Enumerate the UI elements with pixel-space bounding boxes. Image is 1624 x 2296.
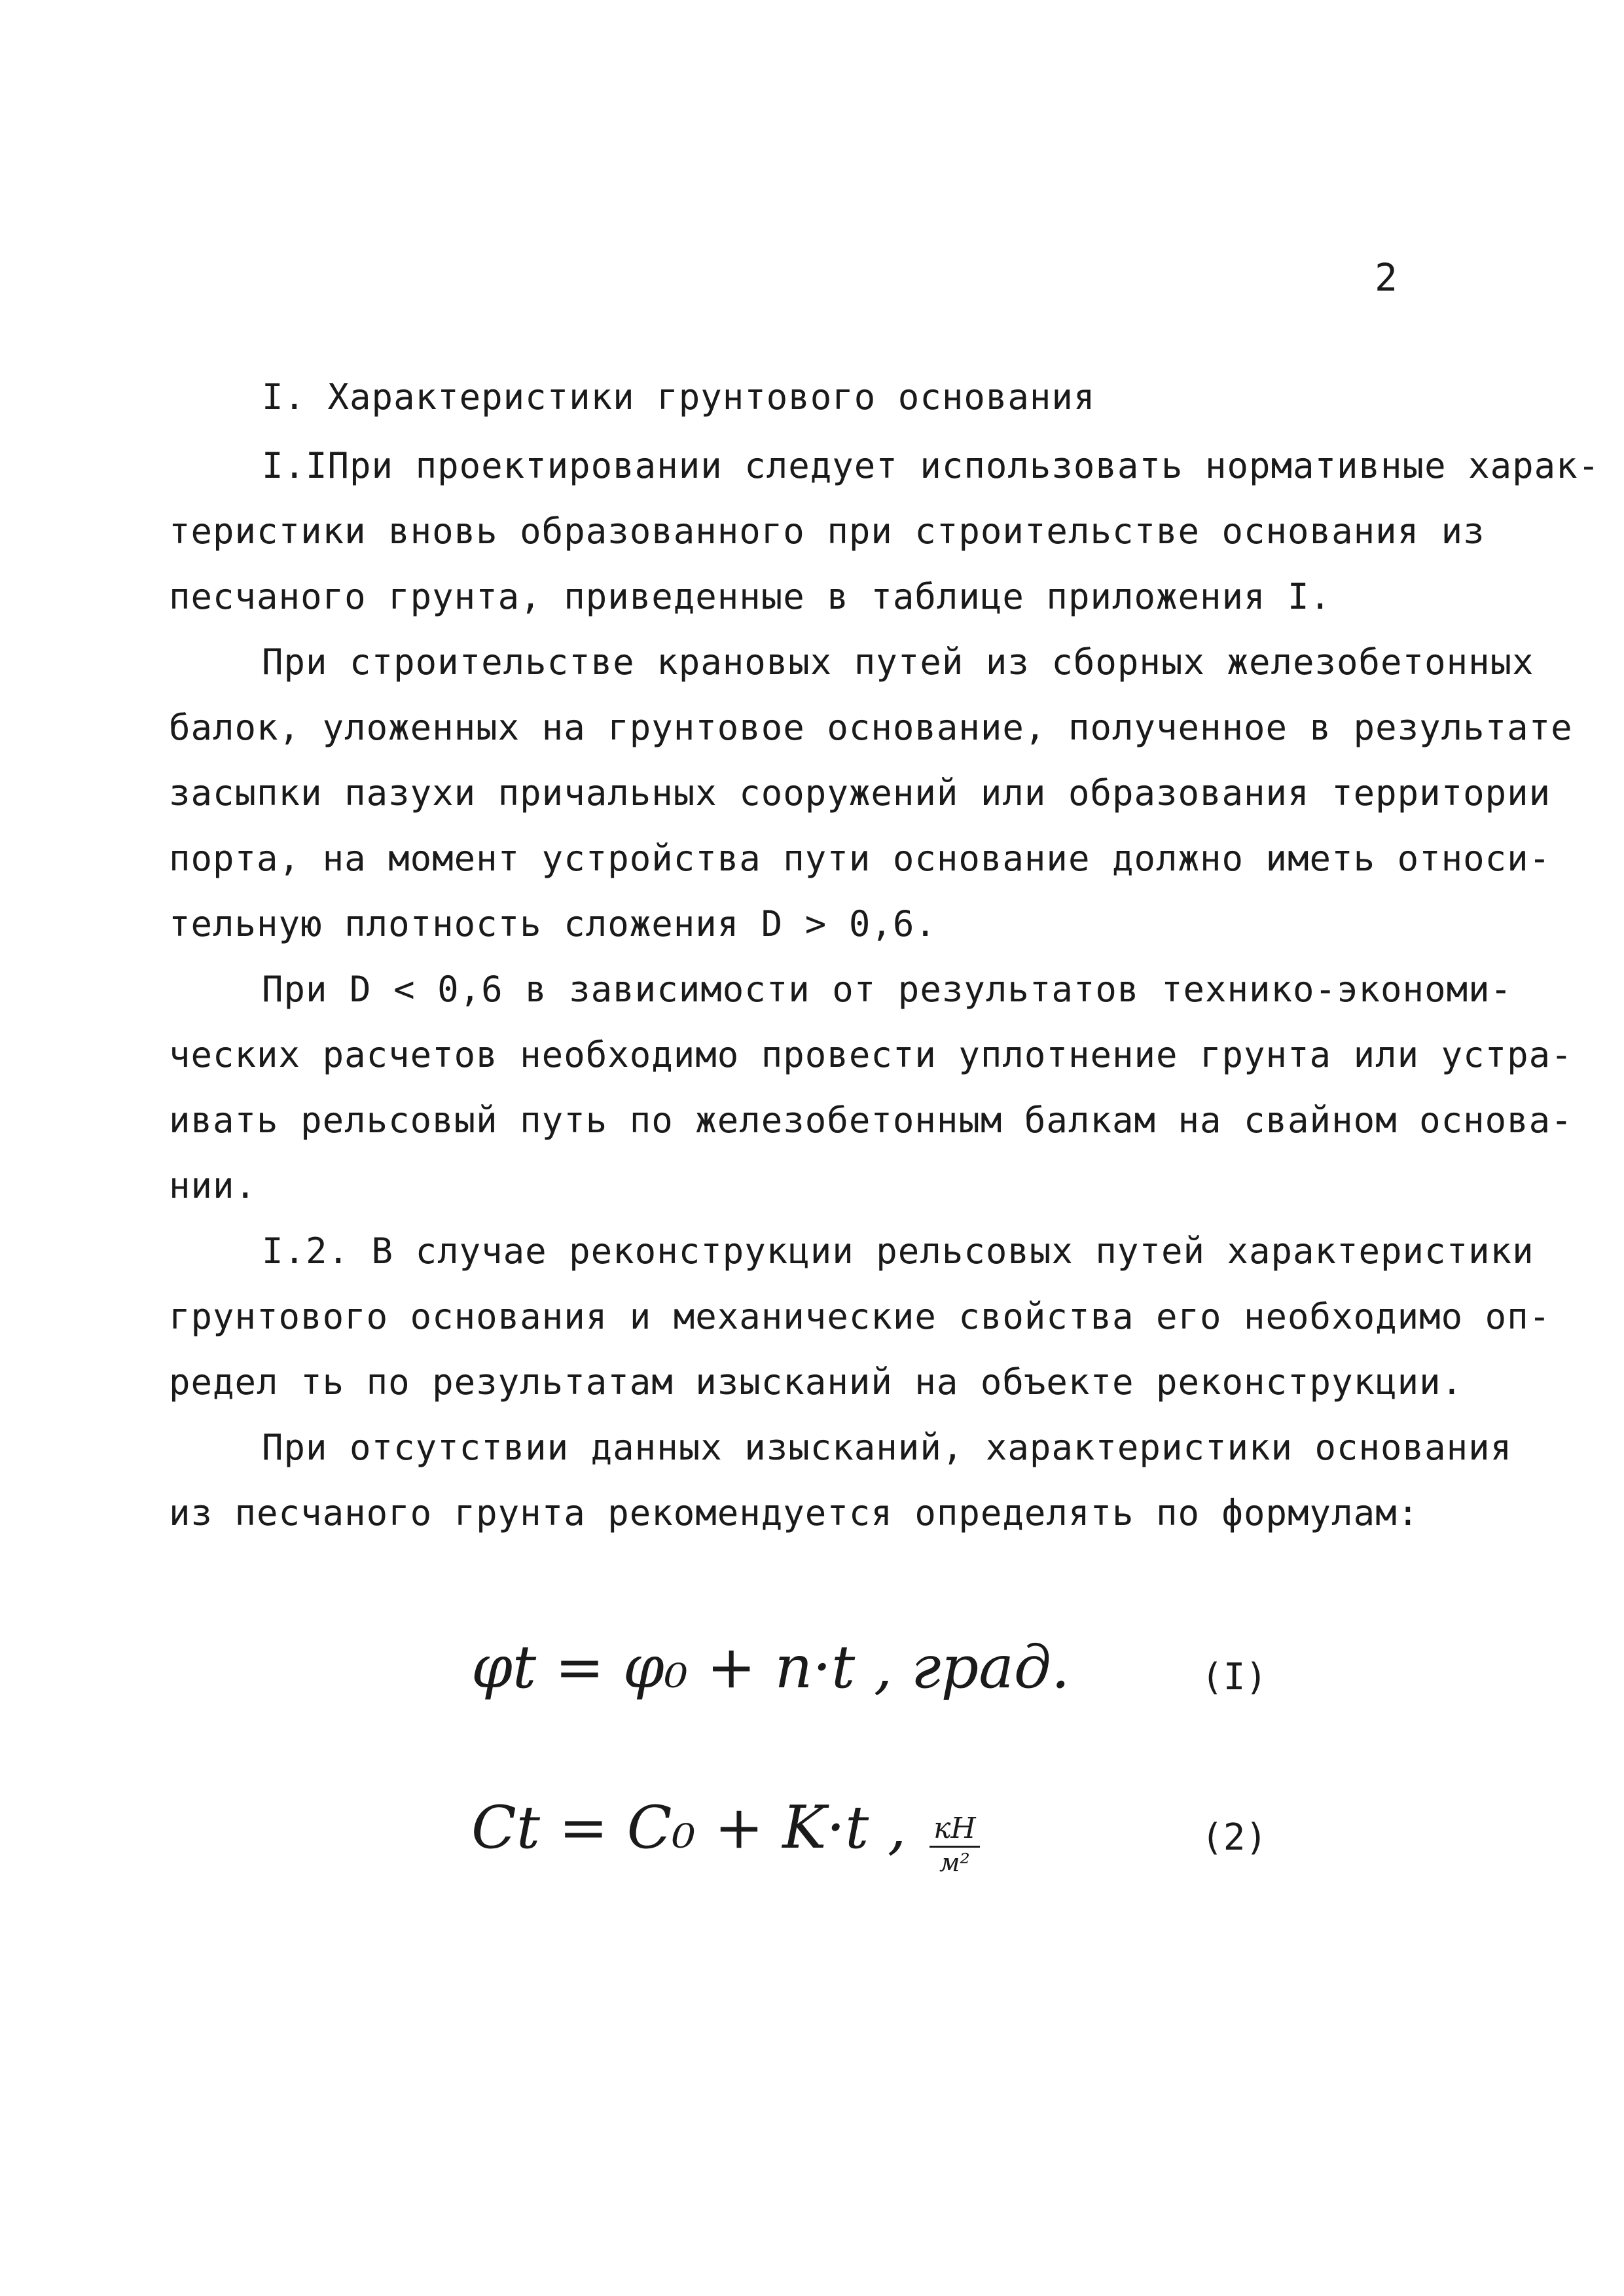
text-line: из песчаного грунта рекомендуется определять по формулам:: [169, 1492, 1420, 1534]
formula-1-label: (I): [1201, 1656, 1268, 1698]
unit-numerator: кН: [929, 1814, 980, 1848]
text-line: порта, на момент устройства пути основание должно иметь относи-: [169, 838, 1551, 879]
unit-denominator: м²: [939, 1848, 970, 1877]
text-line: При отсутствии данных изысканий, характеристики основания: [262, 1427, 1513, 1468]
text-line: балок, уложенных на грунтовое основание, полученное в результате: [169, 707, 1573, 748]
text-line: I.IПри проектировании следует использовать нормативные харак-: [262, 445, 1600, 486]
text-line: тельную плотность сложения D > 0,6.: [169, 903, 937, 944]
text-line: редел ть по результатам изысканий на объекте реконструкции.: [169, 1361, 1464, 1403]
page-number: 2: [1375, 255, 1398, 300]
section-heading: I. Характеристики грунтового основания: [262, 376, 1096, 418]
text-line: При строительстве крановых путей из сборных железобетонных: [262, 641, 1534, 683]
text-line: нии.: [169, 1165, 257, 1206]
text-line: ческих расчетов необходимо провести уплотнение грунта или устра-: [169, 1034, 1573, 1075]
text-line: песчаного грунта, приведенные в таблице приложения I.: [169, 576, 1332, 617]
text-line: теристики вновь образованного при строительстве основания из: [169, 511, 1485, 552]
formula-2: [471, 1793, 980, 1875]
formula-2-label: (2): [1201, 1816, 1268, 1859]
text-line: ивать рельсовый путь по железобетонным балкам на свайном основа-: [169, 1100, 1573, 1141]
text-line: засыпки пазухи причальных сооружений или образования территории: [169, 772, 1551, 814]
formula-2-expression: Ct = C₀ + K·t ,: [471, 1793, 907, 1862]
text-line: грунтового основания и механические свойства его необходимо оп-: [169, 1296, 1551, 1337]
formula-2-unit: [929, 1814, 980, 1875]
text-line: I.2. В случае реконструкции рельсовых путей характеристики: [262, 1230, 1534, 1272]
text-line: При D < 0,6 в зависимости от результатов технико-экономи-: [262, 969, 1513, 1010]
formula-1: φt = φ₀ + n·t , град.: [471, 1633, 1070, 1702]
